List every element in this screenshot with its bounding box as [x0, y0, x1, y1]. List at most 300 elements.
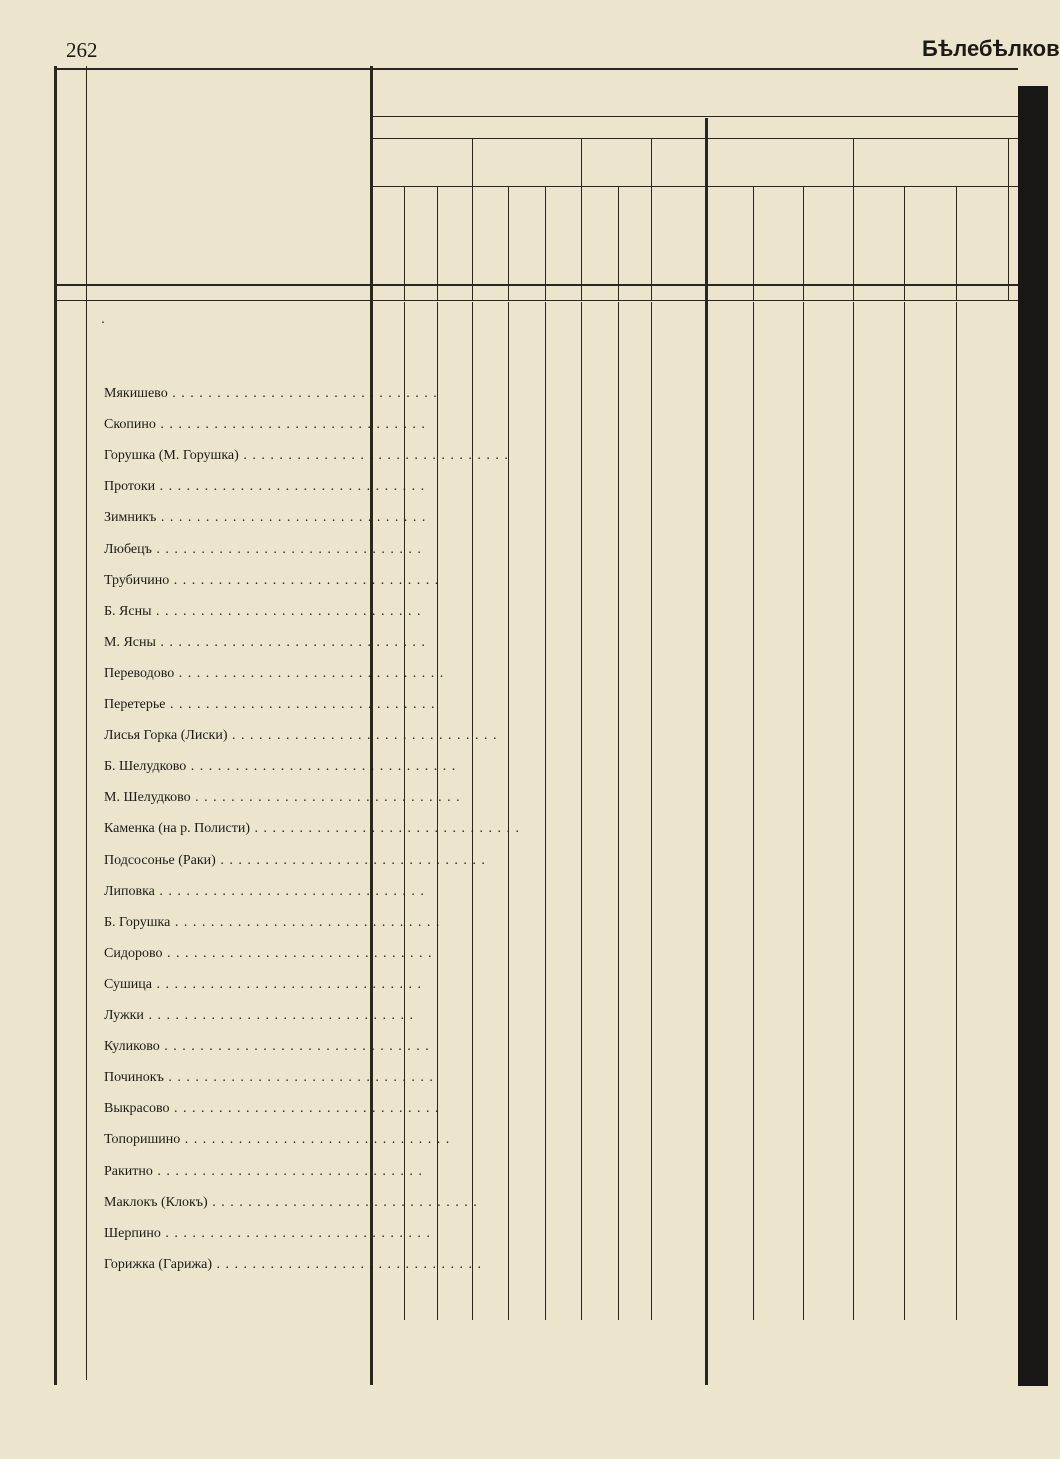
table-cell [797, 448, 851, 466]
table-cell [575, 604, 615, 622]
table-cell [752, 510, 802, 528]
table-cell [899, 1195, 953, 1213]
table-cell [950, 448, 1000, 466]
table-cell [433, 1195, 471, 1213]
table-cell [899, 448, 953, 466]
table-cell [950, 1039, 1000, 1057]
column-number [472, 284, 508, 300]
column-number [404, 284, 438, 300]
settlement-name [104, 1163, 423, 1182]
table-cell [950, 1195, 1000, 1213]
table-cell [467, 946, 507, 964]
leader-dots: . . . . . . . . . . . . . . . . . . . . . . . . . . . . . . [190, 790, 461, 806]
table-cell [575, 1070, 615, 1088]
row-number [62, 821, 90, 839]
row-number [62, 1101, 90, 1119]
table-cell [797, 790, 851, 808]
table-cell [797, 915, 851, 933]
row-number [62, 790, 90, 808]
table-cell [797, 1132, 851, 1150]
table-cell [950, 946, 1000, 964]
settlement-name-text: Перетерье [104, 697, 166, 712]
column-number [545, 284, 581, 300]
settlement-name [104, 728, 498, 746]
column-header-1891-7 [626, 186, 642, 282]
table-cell [950, 884, 1000, 902]
table-cell [1010, 853, 1044, 871]
row-number [62, 759, 90, 777]
table-cell [575, 1008, 615, 1026]
settlement-name-text: Куликово [104, 1039, 160, 1055]
table-cell [899, 1101, 953, 1119]
table-cell [575, 728, 615, 746]
table-cell [644, 510, 700, 528]
table-cell [433, 821, 471, 839]
table-cell [575, 542, 615, 560]
table-cell [433, 479, 471, 497]
settlement-name [104, 665, 445, 684]
table-cell [503, 853, 543, 871]
table-cell [847, 448, 905, 466]
row-number [62, 884, 90, 902]
table-cell [575, 1132, 615, 1150]
table-cell [433, 915, 471, 933]
row-number [62, 417, 90, 435]
table-cell [698, 884, 752, 902]
table-cell [467, 915, 507, 933]
settlement-name [104, 1039, 430, 1057]
leader-dots: . . . . . . . . . . . . . . . . . . . . . . . . . . . . . . [155, 417, 426, 433]
row-rule [54, 300, 1018, 301]
table-cell [644, 915, 700, 933]
table-cell [950, 666, 1000, 684]
table-cell [899, 790, 953, 808]
table-cell [575, 884, 615, 902]
table-cell [1010, 1257, 1044, 1275]
table-cell [361, 510, 401, 528]
table-cell [433, 1070, 471, 1088]
column-number [437, 284, 471, 300]
table-cell [503, 386, 543, 404]
table-cell [752, 1195, 802, 1213]
table-cell [644, 386, 700, 404]
table-cell [539, 1164, 579, 1182]
settlement-name-text: Липовка [104, 883, 155, 899]
column-rule [956, 186, 957, 300]
table-cell [361, 821, 401, 839]
table-cell [575, 853, 615, 871]
settlement-name [104, 852, 486, 871]
column-header-1891-1 [412, 186, 428, 282]
table-cell [644, 1226, 700, 1244]
table-cell [1010, 790, 1044, 808]
column-header-1891-4 [511, 191, 543, 277]
table-cell [752, 417, 802, 435]
leader-dots: . . . . . . . . . . . . . . . . . . . . . . . . . . . . . . [238, 448, 509, 464]
column-header-other-4 [914, 191, 946, 277]
table-cell [847, 417, 905, 435]
table-cell [644, 635, 700, 653]
column-header-1891-3 [474, 191, 506, 277]
table-cell [503, 1164, 543, 1182]
group-header-other-0 [707, 154, 851, 172]
table-cell [797, 1070, 851, 1088]
table-cell [1010, 821, 1044, 839]
table-cell [433, 1164, 471, 1182]
leader-dots: . . . . . . . . . . . . . . . . . . . . . . . . . . . . . . [152, 1163, 423, 1179]
settlement-name-text: Горижка (Гарижа) [104, 1256, 212, 1272]
table-cell [433, 1132, 471, 1150]
settlement-name [104, 1070, 434, 1088]
table-cell [797, 1195, 851, 1213]
row-number [62, 448, 90, 466]
group-header-other-2 [1010, 154, 1050, 172]
table-cell [1010, 1039, 1044, 1057]
settlement-name [104, 759, 457, 777]
table-cell [644, 604, 700, 622]
table-cell [1010, 542, 1044, 560]
table-cell [950, 790, 1000, 808]
table-cell [361, 604, 401, 622]
table-cell [950, 1132, 1000, 1150]
table-cell [899, 821, 953, 839]
table-cell [433, 728, 471, 746]
settlement-name-text: М. Шелудково [104, 790, 191, 806]
table-cell [797, 884, 851, 902]
table-cell [797, 1039, 851, 1057]
table-cell [539, 821, 579, 839]
table-cell [467, 542, 507, 560]
table-cell [899, 1132, 953, 1150]
settlement-name [104, 1132, 451, 1150]
table-cell [467, 1132, 507, 1150]
column-number [912, 284, 962, 300]
table-cell [433, 448, 471, 466]
table-cell [575, 573, 615, 591]
table-cell [644, 697, 700, 715]
settlement-name-text: М. Ясны [104, 634, 156, 650]
table-cell [847, 915, 905, 933]
table-cell [644, 479, 700, 497]
settlement-name [104, 634, 426, 653]
table-cell [503, 1101, 543, 1119]
group-header-1891-1 [474, 154, 580, 172]
table-cell [467, 573, 507, 591]
column-rule [803, 186, 804, 300]
table-cell [899, 853, 953, 871]
table-cell [1010, 604, 1044, 622]
row-rule [370, 138, 1018, 139]
table-cell [698, 1039, 752, 1057]
table-cell [698, 977, 752, 995]
table-cell [698, 448, 752, 466]
table-cell [899, 1257, 953, 1275]
livestock-table [52, 66, 1048, 1386]
table-cell [467, 666, 507, 684]
table-cell [950, 1008, 1000, 1026]
leader-dots: . . . . . . . . . . . . . . . . . . . . . . . . . . . . . . [169, 572, 440, 588]
table-cell [899, 977, 953, 995]
table-cell [752, 635, 802, 653]
table-cell [467, 821, 507, 839]
table-cell [950, 635, 1000, 653]
table-cell [950, 479, 1000, 497]
table-cell [433, 1008, 471, 1026]
settlement-name [104, 976, 422, 995]
table-cell [797, 821, 851, 839]
blank-mark: . [101, 312, 105, 327]
table-cell [644, 1257, 700, 1275]
settlement-name [104, 1194, 478, 1213]
row-number [62, 1195, 90, 1213]
table-cell [847, 946, 905, 964]
table-cell [950, 915, 1000, 933]
table-cell [467, 1164, 507, 1182]
table-cell [361, 853, 401, 871]
leader-dots: . . . . . . . . . . . . . . . . . . . . . . . . . . . . . . [154, 883, 425, 899]
table-cell [1010, 573, 1044, 591]
column-header-1891-0 [379, 186, 395, 282]
table-cell [752, 853, 802, 871]
leader-dots: . . . . . . . . . . . . . . . . . . . . . . . . . . . . . . [151, 603, 422, 619]
table-cell [539, 635, 579, 653]
settlement-name-text: Топоришино [104, 1132, 181, 1148]
table-cell [467, 697, 507, 715]
table-cell [950, 1070, 1000, 1088]
leader-dots: . . . . . . . . . . . . . . . . . . . . . . . . . . . . . . [155, 634, 426, 650]
row-number [62, 697, 90, 715]
table-cell [575, 697, 615, 715]
table-cell [467, 635, 507, 653]
column-rule [753, 186, 754, 300]
table-cell [752, 1070, 802, 1088]
table-cell [539, 884, 579, 902]
table-cell [899, 697, 953, 715]
row-number [62, 1132, 90, 1150]
table-cell [698, 479, 752, 497]
row-number [62, 386, 90, 404]
table-cell [797, 386, 851, 404]
table-cell [644, 1008, 700, 1026]
row-number [62, 915, 90, 933]
settlement-name [104, 1256, 482, 1275]
table-cell [698, 759, 752, 777]
table-cell [361, 448, 401, 466]
table-cell [797, 666, 851, 684]
table-cell [698, 417, 752, 435]
table-cell [575, 1164, 615, 1182]
table-cell [433, 1101, 471, 1119]
row-number [62, 728, 90, 746]
table-cell [797, 635, 851, 653]
table-cell [950, 573, 1000, 591]
table-cell [433, 1226, 471, 1244]
settlement-name [104, 510, 427, 528]
table-cell [539, 417, 579, 435]
settlement-name-text: Скопино [104, 417, 156, 433]
table-cell [698, 635, 752, 653]
column-number [858, 284, 912, 300]
table-cell [752, 448, 802, 466]
table-cell [950, 1226, 1000, 1244]
table-cell [503, 417, 543, 435]
census-other-header [850, 118, 1018, 136]
table-cell [539, 1226, 579, 1244]
settlement-name-text: Сидорово [104, 945, 163, 961]
table-cell [752, 1164, 802, 1182]
table-cell [847, 1226, 905, 1244]
table-cell [899, 417, 953, 435]
settlement-name-text: Ракитно [104, 1163, 153, 1179]
table-cell [433, 697, 471, 715]
table-cell [899, 946, 953, 964]
table-cell [644, 1101, 700, 1119]
row-number [62, 1070, 90, 1088]
leader-dots: . . . . . . . . . . . . . . . . . . . . . . . . . . . . . . [160, 1225, 431, 1241]
table-cell [503, 915, 543, 933]
table-cell [575, 1195, 615, 1213]
table-cell [1010, 666, 1044, 684]
table-cell [361, 728, 401, 746]
column-header-1891-8 [659, 137, 691, 287]
row-number [62, 1008, 90, 1026]
table-cell [467, 1226, 507, 1244]
column-rule [54, 66, 57, 1385]
table-cell [575, 946, 615, 964]
table-cell [698, 542, 752, 560]
table-cell [847, 790, 905, 808]
table-cell [539, 946, 579, 964]
leader-dots: . . . . . . . . . . . . . . . . . . . . . . . . . . . . . . [159, 1039, 430, 1055]
table-cell [361, 1070, 401, 1088]
leader-dots: . . . . . . . . . . . . . . . . . . . . . . . . . . . . . . [170, 914, 441, 930]
table-cell [698, 386, 752, 404]
table-cell [797, 542, 851, 560]
table-cell [847, 1164, 905, 1182]
table-cell [575, 479, 615, 497]
table-cell [467, 977, 507, 995]
column-number [1015, 284, 1045, 300]
table-cell [698, 666, 752, 684]
settlement-name [104, 1101, 440, 1119]
settlement-name [104, 790, 461, 808]
table-cell [698, 946, 752, 964]
table-cell [698, 1101, 752, 1119]
table-cell [899, 728, 953, 746]
row-number [62, 635, 90, 653]
column-header-other-5 [974, 186, 990, 282]
table-cell [698, 573, 752, 591]
table-cell [1010, 946, 1044, 964]
table-cell [1010, 417, 1044, 435]
table-cell [644, 728, 700, 746]
settlement-name [104, 603, 422, 622]
table-cell [503, 790, 543, 808]
table-cell [539, 1008, 579, 1026]
table-cell [433, 884, 471, 902]
table-cell [575, 635, 615, 653]
table-cell [539, 915, 579, 933]
row-rule [54, 68, 1018, 70]
table-cell [539, 977, 579, 995]
table-cell [467, 1257, 507, 1275]
table-cell [950, 1101, 1000, 1119]
table-cell [950, 542, 1000, 560]
column-header-other-1 [770, 186, 786, 282]
table-cell [433, 417, 471, 435]
table-cell [361, 1195, 401, 1213]
table-cell [361, 1008, 401, 1026]
settlement-name-text: Трубичино [104, 572, 170, 588]
leader-dots: . . . . . . . . . . . . . . . . . . . . . . . . . . . . . . [163, 1070, 434, 1086]
table-cell [1010, 1164, 1044, 1182]
table-cell [644, 759, 700, 777]
table-cell [752, 1101, 802, 1119]
table-cell [575, 386, 615, 404]
table-cell [503, 977, 543, 995]
table-cell [698, 1070, 752, 1088]
table-cell [361, 884, 401, 902]
table-cell [899, 604, 953, 622]
settlement-name [104, 1225, 431, 1244]
leader-dots: . . . . . . . . . . . . . . . . . . . . . . . . . . . . . . [250, 821, 520, 837]
table-cell [503, 759, 543, 777]
table-cell [950, 1257, 1000, 1275]
column-rule [370, 66, 373, 1385]
table-cell [539, 1195, 579, 1213]
settlement-name-text: Выкрасово [104, 1101, 170, 1117]
leader-dots: . . . . . . . . . . . . . . . . . . . . . . . . . . . . . . [151, 976, 422, 992]
table-cell [644, 448, 700, 466]
name-column-header [98, 165, 368, 185]
settlement-name-text: Зимникъ [104, 510, 157, 526]
table-cell [503, 697, 543, 715]
table-cell [503, 510, 543, 528]
settlement-name-text: Починокъ [104, 1070, 164, 1086]
row-number [62, 542, 90, 560]
table-cell [950, 697, 1000, 715]
table-cell [503, 821, 543, 839]
table-cell [698, 1132, 752, 1150]
table-cell [433, 510, 471, 528]
table-cell [899, 635, 953, 653]
table-cell [575, 666, 615, 684]
table-cell [1010, 510, 1044, 528]
table-cell [752, 977, 802, 995]
row-number-header [60, 86, 80, 266]
row-number [62, 1226, 90, 1244]
leader-dots: . . . . . . . . . . . . . . . . . . . . . . . . . . . . . . [156, 510, 427, 526]
row-number [62, 666, 90, 684]
table-cell [847, 728, 905, 746]
table-cell [575, 448, 615, 466]
row-number [62, 977, 90, 995]
column-rule [1008, 138, 1009, 300]
table-cell [847, 759, 905, 777]
table-cell [575, 915, 615, 933]
table-cell [1010, 448, 1044, 466]
table-cell [752, 884, 802, 902]
column-header-1891-5 [555, 186, 571, 282]
table-cell [899, 666, 953, 684]
table-cell [698, 604, 752, 622]
table-cell [950, 1164, 1000, 1182]
table-cell [698, 915, 752, 933]
table-cell [467, 1101, 507, 1119]
table-cell [847, 479, 905, 497]
table-cell [644, 573, 700, 591]
table-cell [1010, 884, 1044, 902]
